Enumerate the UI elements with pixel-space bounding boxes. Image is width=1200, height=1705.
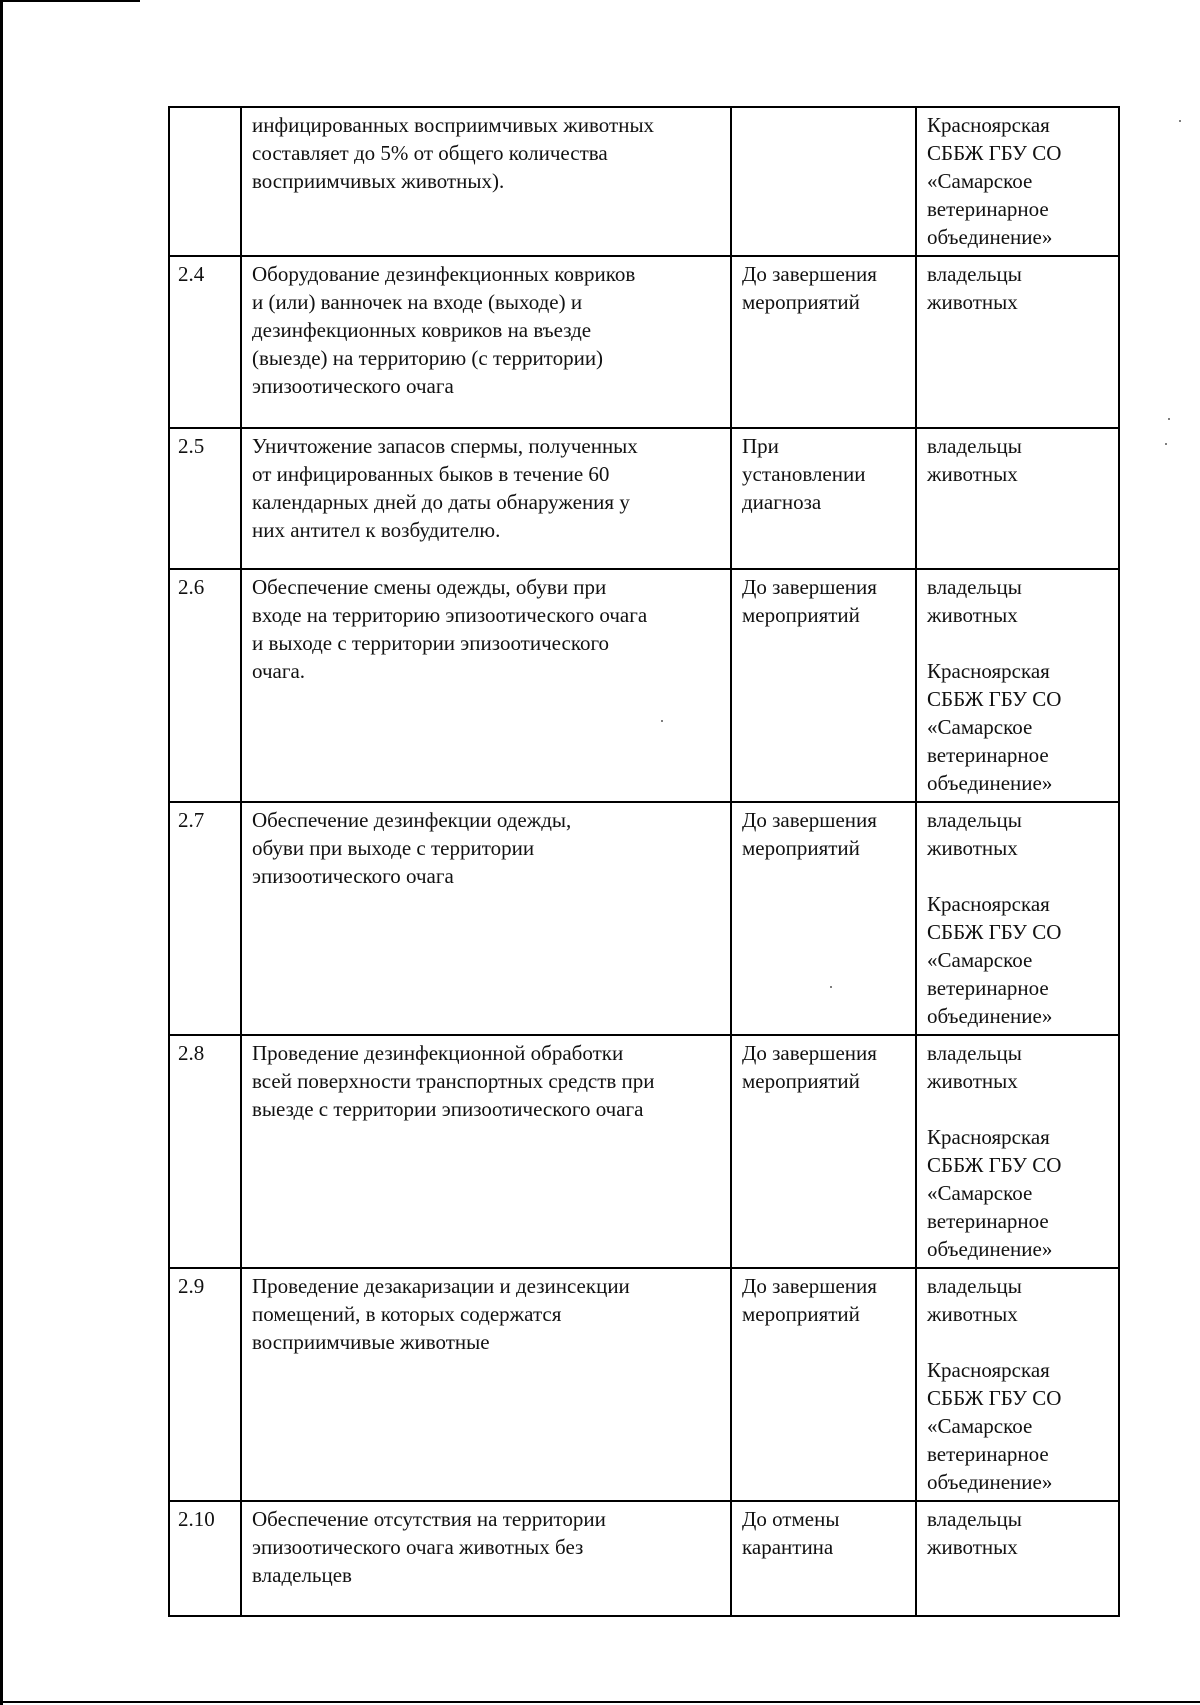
measures-table-body bbox=[169, 107, 1119, 1616]
table-row bbox=[169, 1501, 1119, 1616]
executor-line: владельцы bbox=[927, 575, 1022, 599]
table-row bbox=[169, 802, 1119, 1035]
executor-line: животных bbox=[927, 1069, 1018, 1093]
term-line: установлении bbox=[742, 462, 866, 486]
measure-text bbox=[241, 1501, 731, 1616]
measure-line: помещений, в которых содержатся bbox=[252, 1302, 562, 1326]
executor-line: владельцы bbox=[927, 1274, 1022, 1298]
table-row bbox=[169, 569, 1119, 802]
term-line: мероприятий bbox=[742, 836, 860, 860]
measure-text bbox=[241, 256, 731, 428]
executor-line: ветеринарное bbox=[927, 1442, 1049, 1466]
executor-line: объединение» bbox=[927, 1237, 1053, 1261]
measure-text bbox=[241, 569, 731, 802]
executor-line: объединение» bbox=[927, 771, 1053, 795]
executor-line: владельцы bbox=[927, 1507, 1022, 1531]
executor-line: животных bbox=[927, 836, 1018, 860]
executor-gap bbox=[927, 1095, 1110, 1123]
measure-text bbox=[241, 802, 731, 1035]
item-number: 2.10 bbox=[169, 1501, 241, 1616]
measure-line: эпизоотического очага bbox=[252, 374, 454, 398]
measure-line: всей поверхности транспортных средств при bbox=[252, 1069, 655, 1093]
executor-line: Красноярская bbox=[927, 892, 1050, 916]
table-row bbox=[169, 107, 1119, 256]
executor-line: владельцы bbox=[927, 262, 1022, 286]
term-text bbox=[731, 1268, 916, 1501]
measure-line: календарных дней до даты обнаружения у bbox=[252, 490, 630, 514]
executor-line: животных bbox=[927, 603, 1018, 627]
executor-line: животных bbox=[927, 290, 1018, 314]
measure-line: Проведение дезакаризации и дезинсекции bbox=[252, 1274, 630, 1298]
term-line: До завершения bbox=[742, 1274, 877, 1298]
table-row bbox=[169, 428, 1119, 569]
executor-line: объединение» bbox=[927, 1004, 1053, 1028]
measure-text bbox=[241, 1035, 731, 1268]
term-text bbox=[731, 1501, 916, 1616]
table-row bbox=[169, 256, 1119, 428]
executors-text bbox=[916, 107, 1119, 256]
measures-table bbox=[168, 106, 1120, 1617]
scan-speck bbox=[1168, 418, 1170, 420]
executor-line: СББЖ ГБУ СО bbox=[927, 687, 1062, 711]
executor-gap bbox=[927, 629, 1110, 657]
term-line: До завершения bbox=[742, 808, 877, 832]
term-line: До завершения bbox=[742, 262, 877, 286]
measure-line: выезде с территории эпизоотического очага bbox=[252, 1097, 644, 1121]
measure-text bbox=[241, 1268, 731, 1501]
executor-line: СББЖ ГБУ СО bbox=[927, 920, 1062, 944]
executors-text bbox=[916, 256, 1119, 428]
term-line: При bbox=[742, 434, 779, 458]
measure-line: эпизоотического очага животных без bbox=[252, 1535, 584, 1559]
measure-line: Обеспечение смены одежды, обуви при bbox=[252, 575, 607, 599]
item-number bbox=[169, 107, 241, 256]
term-line: До завершения bbox=[742, 1041, 877, 1065]
term-text bbox=[731, 107, 916, 256]
item-number: 2.6 bbox=[169, 569, 241, 802]
measure-line: от инфицированных быков в течение 60 bbox=[252, 462, 610, 486]
term-text bbox=[731, 428, 916, 569]
executors-text bbox=[916, 428, 1119, 569]
measure-line: эпизоотического очага bbox=[252, 864, 454, 888]
term-line: мероприятий bbox=[742, 603, 860, 627]
executor-line: владельцы bbox=[927, 434, 1022, 458]
measure-line: и выходе с территории эпизоотического bbox=[252, 631, 610, 655]
executor-line: объединение» bbox=[927, 225, 1053, 249]
executor-line: «Самарское bbox=[927, 1181, 1033, 1205]
term-line: До отмены bbox=[742, 1507, 840, 1531]
table-row bbox=[169, 1035, 1119, 1268]
executor-line: «Самарское bbox=[927, 1414, 1033, 1438]
executor-line: СББЖ ГБУ СО bbox=[927, 1386, 1062, 1410]
measure-line: них антител к возбудителю. bbox=[252, 518, 501, 542]
executor-line: СББЖ ГБУ СО bbox=[927, 1153, 1062, 1177]
measure-line: обуви при выходе с территории bbox=[252, 836, 535, 860]
executor-line: ветеринарное bbox=[927, 197, 1049, 221]
measure-line: дезинфекционных ковриков на въезде bbox=[252, 318, 592, 342]
executor-gap bbox=[927, 862, 1110, 890]
scan-left-edge bbox=[0, 0, 3, 1705]
measure-line: (выезде) на территорию (с территории) bbox=[252, 346, 604, 370]
executor-line: «Самарское bbox=[927, 169, 1033, 193]
executor-line: владельцы bbox=[927, 1041, 1022, 1065]
scan-bottom-edge bbox=[0, 1701, 1200, 1703]
executor-line: владельцы bbox=[927, 808, 1022, 832]
executor-line: ветеринарное bbox=[927, 1209, 1049, 1233]
measure-text bbox=[241, 107, 731, 256]
measure-line: владельцев bbox=[252, 1563, 352, 1587]
measure-line: Обеспечение дезинфекции одежды, bbox=[252, 808, 572, 832]
executor-line: «Самарское bbox=[927, 715, 1033, 739]
term-line: До завершения bbox=[742, 575, 877, 599]
executors-text bbox=[916, 1268, 1119, 1501]
executor-line: Красноярская bbox=[927, 1358, 1050, 1382]
scan-speck bbox=[1165, 443, 1167, 445]
executor-line: животных bbox=[927, 1302, 1018, 1326]
item-number: 2.4 bbox=[169, 256, 241, 428]
executor-line: «Самарское bbox=[927, 948, 1033, 972]
executor-line: животных bbox=[927, 1535, 1018, 1559]
term-line: мероприятий bbox=[742, 1069, 860, 1093]
measure-text bbox=[241, 428, 731, 569]
executor-line: Красноярская bbox=[927, 113, 1050, 137]
term-line: мероприятий bbox=[742, 290, 860, 314]
measure-line: Обеспечение отсутствия на территории bbox=[252, 1507, 606, 1531]
executor-line: объединение» bbox=[927, 1470, 1053, 1494]
executor-line: Красноярская bbox=[927, 1125, 1050, 1149]
measure-line: восприимчивых животных). bbox=[252, 169, 505, 193]
term-line: диагноза bbox=[742, 490, 822, 514]
term-text bbox=[731, 1035, 916, 1268]
executor-line: ветеринарное bbox=[927, 743, 1049, 767]
measure-line: Оборудование дезинфекционных ковриков bbox=[252, 262, 636, 286]
term-line: мероприятий bbox=[742, 1302, 860, 1326]
measure-line: восприимчивые животные bbox=[252, 1330, 490, 1354]
measure-line: инфицированных восприимчивых животных bbox=[252, 113, 655, 137]
measure-line: очага. bbox=[252, 659, 306, 683]
executors-text bbox=[916, 802, 1119, 1035]
term-text bbox=[731, 802, 916, 1035]
term-text bbox=[731, 256, 916, 428]
executors-text bbox=[916, 1501, 1119, 1616]
scan-top-edge bbox=[0, 0, 140, 2]
item-number: 2.5 bbox=[169, 428, 241, 569]
item-number: 2.8 bbox=[169, 1035, 241, 1268]
measure-line: Уничтожение запасов спермы, полученных bbox=[252, 434, 638, 458]
executor-line: ветеринарное bbox=[927, 976, 1049, 1000]
executor-line: СББЖ ГБУ СО bbox=[927, 141, 1062, 165]
executor-gap bbox=[927, 1328, 1110, 1356]
executor-line: Красноярская bbox=[927, 659, 1050, 683]
measure-line: составляет до 5% от общего количества bbox=[252, 141, 608, 165]
executors-text bbox=[916, 1035, 1119, 1268]
measure-line: Проведение дезинфекционной обработки bbox=[252, 1041, 624, 1065]
item-number: 2.9 bbox=[169, 1268, 241, 1501]
measure-line: и (или) ванночек на входе (выходе) и bbox=[252, 290, 583, 314]
item-number: 2.7 bbox=[169, 802, 241, 1035]
scan-speck bbox=[1179, 120, 1181, 122]
executors-text bbox=[916, 569, 1119, 802]
executor-line: животных bbox=[927, 462, 1018, 486]
term-line: карантина bbox=[742, 1535, 834, 1559]
table-row bbox=[169, 1268, 1119, 1501]
term-text bbox=[731, 569, 916, 802]
measure-line: входе на территорию эпизоотического очага bbox=[252, 603, 648, 627]
